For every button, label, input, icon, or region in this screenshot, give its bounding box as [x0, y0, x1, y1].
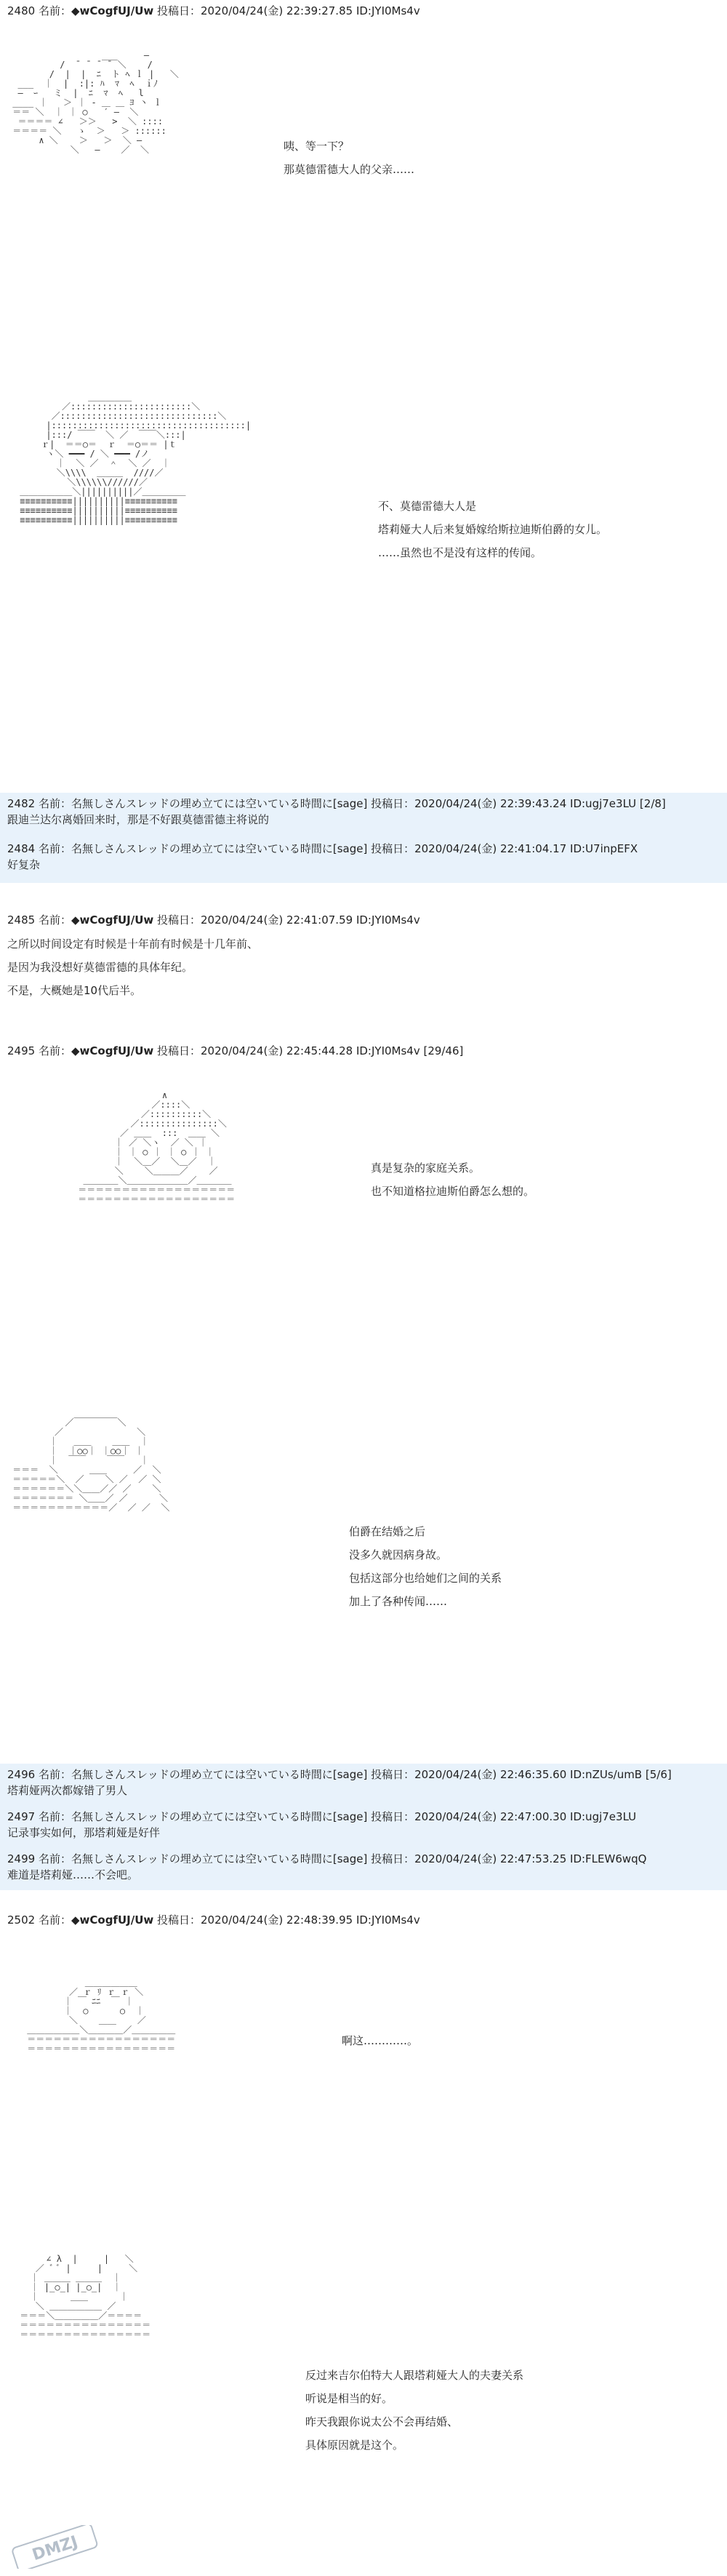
speech-line: 咦、等一下？ [284, 140, 350, 153]
poster-name[interactable]: 名無しさんスレッドの埋め立てには空いている時間に[sage] [71, 1768, 368, 1781]
poster-id[interactable]: ID:nZUs/umB [5/6] [570, 1768, 672, 1781]
speech-line: 加上了各种传闻…… [349, 1595, 448, 1608]
speech-line: 啊这…………。 [342, 2034, 419, 2047]
name-label: 名前： [38, 842, 71, 855]
post-2482 [0, 793, 727, 838]
post-number: 2484 [7, 842, 36, 855]
post-header [7, 1767, 720, 1783]
post-body-line: 之所以时间设定有时候是十年前有时候是十几年前、 [7, 937, 259, 951]
poster-id[interactable]: ID:FLEW6wqQ [570, 1852, 647, 1865]
post-body: 难道是塔莉娅……不会吧。 [7, 1868, 139, 1881]
post-header [7, 1043, 720, 1059]
speech-line: 塔莉娅大人后来复婚嫁给斯拉迪斯伯爵的女儿。 [378, 523, 608, 536]
post-number: 2502 [7, 1913, 36, 1927]
name-label: 名前： [38, 1044, 71, 1057]
poster-name[interactable]: ◆wCogfUJ/Uw [71, 913, 154, 927]
dmzj-logo-icon [7, 2525, 102, 2569]
name-label: 名前： [38, 1852, 71, 1865]
poster-id[interactable]: ID:JYI0Ms4v [356, 1913, 420, 1927]
post-body: 好复杂 [7, 858, 41, 871]
post-number: 2485 [7, 913, 36, 927]
speech-line: 具体原因就是这个。 [305, 2439, 404, 2452]
speech-line: 反过来吉尔伯特大人跟塔莉娅大人的夫妻关系 [305, 2369, 524, 2382]
post-header [7, 3, 720, 19]
speech-line: 听说是相当的好。 [305, 2392, 393, 2405]
post-header [7, 1912, 720, 1928]
post-header [7, 841, 720, 857]
post-header [7, 912, 720, 928]
ascii-art-3: ∧ ／::::＼ ／::::::::::＼ ／:::::::::::::::＼ ／ ＿＿ ::: ＿＿ ＼ ｜ ／ ＼ヽ ／ ＼ ｜ ｜ ｜ ○ ｜ ｜ ○ ｜ ｜ ｜ ＼＿／ ＼＿／ ｜ ＼ ＼＿＿＿／ ／ ＿＿＿＿＼＿＿＿＿＿＿＿／＿＿＿＿ ＝＝＝＝＝＝＝＝＝＝＝＝＝＝＝＝＝＝ ＝＝＝＝＝＝＝＝＝＝＝＝＝＝＝＝＝＝ [78, 1090, 236, 1204]
post-date: 投稿日：2020/04/24(金) 22:39:43.24 [371, 797, 567, 810]
post-date: 投稿日：2020/04/24(金) 22:47:53.25 [371, 1852, 567, 1865]
speech-line: 不、莫德雷德大人是 [378, 500, 477, 513]
speech-line: 真是复杂的家庭关系。 [371, 1161, 481, 1175]
name-label: 名前： [38, 913, 71, 927]
ascii-art-4: ／￣￣￣￣￣＼ ／ ＼ ｜ ＿＿ ＿＿ ｜ ｜ ｜○○｜ ｜○○｜ ｜ ｜ ￣￣ ￣￣ ｜ ＝＝＝ ＼ ＿＿ ／ ＼ ＝＝＝＝＝＼ ／ ＼ ／ ／ ＼ ＝＝＝＝＝＝＼＼＿＿／／ ／ ＼ ＝＝＝＝＝＝＝ ＼＿＿／ ／ ＼ ＝＝＝＝＝＝＝＝＝＝＝／ ／ ／ ＼ [12, 1417, 170, 1513]
poster-name[interactable]: 名無しさんスレッドの埋め立てには空いている時間に[sage] [71, 842, 368, 855]
name-label: 名前： [38, 797, 71, 810]
poster-id[interactable]: ID:ugj7e3LU [570, 1810, 637, 1823]
post-body-line: 是因为我没想好莫德雷德的具体年纪。 [7, 961, 193, 974]
speech-line: ……虽然也不是没有这样的传闻。 [378, 546, 542, 559]
post-2480 [0, 0, 727, 22]
watermark-logo [7, 2525, 102, 2569]
name-label: 名前： [38, 4, 71, 17]
post-number: 2495 [7, 1044, 36, 1057]
poster-name[interactable]: ◆wCogfUJ/Uw [71, 1044, 154, 1057]
post-2484 [0, 838, 727, 883]
poster-id[interactable]: ID:JYI0Ms4v [356, 913, 420, 927]
watermark-text: DMZJ [30, 2532, 81, 2565]
poster-name[interactable]: 名無しさんスレッドの埋め立てには空いている時間に[sage] [71, 797, 368, 810]
post-date: 投稿日：2020/04/24(金) 22:47:00.30 [371, 1810, 567, 1823]
poster-id[interactable]: ID:ugj7e3LU [2/8] [570, 797, 666, 810]
post-header [7, 796, 720, 812]
post-number: 2499 [7, 1852, 36, 1865]
post-body: 跟迪兰达尔离婚回来时，那是不好跟莫德雷德主将说的 [7, 813, 270, 826]
name-label: 名前： [38, 1768, 71, 1781]
speech-line: 没多久就因病身故。 [349, 1548, 448, 1561]
poster-name[interactable]: ◆wCogfUJ/Uw [71, 1913, 154, 1927]
post-2485 [0, 909, 727, 1005]
speech-text [284, 135, 414, 181]
ascii-art-1: ___ ― / ̄ ̄ ̄ ̄ ＼ / / | | ﾆ ト ﾍ ｌ | ＼ ___ ｜ | :|: ﾊ ﾏ ﾍ ｉﾉ ― ｰ ミ | ﾆ ﾏ ﾍ l ____ ｜ ＞ ｜ ‐ ＿ ＿ ﾖ 丶 ｌ ＝＝ ＼ ｜ ｜ ○ ′ ― ＼ ＝＝＝＝ ∠ ＞＞ > ＼ :::: ＝＝＝＝ ＼ ゝ ＞ ＞ :::::: ∧ ＼ ＞ ＞ ＼ ― ＼ ― ／ ＼ [12, 50, 179, 155]
post-date: 投稿日：2020/04/24(金) 22:39:27.85 [157, 4, 353, 17]
post-number: 2497 [7, 1810, 36, 1823]
post-date: 投稿日：2020/04/24(金) 22:45:44.28 [157, 1044, 353, 1057]
post-header [7, 1851, 720, 1867]
post-2497 [0, 1806, 727, 1848]
speech-text [378, 495, 607, 564]
post-number: 2496 [7, 1768, 36, 1781]
poster-id[interactable]: ID:JYI0Ms4v [356, 4, 420, 17]
post-body-line: 不是，大概她是10代后半。 [7, 984, 142, 997]
post-2499 [0, 1848, 727, 1890]
post-2496 [0, 1764, 727, 1806]
poster-id[interactable]: ID:U7inpEFX [570, 842, 638, 855]
post-date: 投稿日：2020/04/24(金) 22:48:39.95 [157, 1913, 353, 1927]
poster-name[interactable]: 名無しさんスレッドの埋め立てには空いている時間に[sage] [71, 1810, 368, 1823]
speech-line: 也不知道格拉迪斯伯爵怎么想的。 [371, 1185, 535, 1198]
post-date: 投稿日：2020/04/24(金) 22:41:04.17 [371, 842, 567, 855]
speech-line: 包括这部分也给她们之间的关系 [349, 1572, 502, 1585]
post-2495 [0, 1040, 727, 1062]
ascii-art-5: ＿＿＿＿＿＿ ／ ｒ ﾘ ｒ ｒ ＼ ｜ ￣ ﾆﾆ ￣ ｜ ｜ ○ ○ ｜ ＼ ＿＿ ／ ＿＿＿＿＿＿＼＿＿＿＿／＿＿＿＿＿ ＝＝＝＝＝＝＝＝＝＝＝＝＝＝＝＝＝ ＝＝＝＝＝＝＝＝＝＝＝＝＝＝＝＝＝ [27, 1977, 176, 2054]
speech-line: 那莫德雷德大人的父亲…… [284, 163, 415, 176]
speech-text [342, 2029, 418, 2052]
post-header [7, 1809, 720, 1825]
poster-name[interactable]: 名無しさんスレッドの埋め立てには空いている時間に[sage] [71, 1852, 368, 1865]
post-number: 2482 [7, 797, 36, 810]
speech-line: 伯爵在结婚之后 [349, 1525, 426, 1538]
speech-text [371, 1156, 534, 1203]
post-number: 2480 [7, 4, 36, 17]
post-body: 塔莉娅两次都嫁错了男人 [7, 1784, 128, 1797]
poster-id[interactable]: ID:JYI0Ms4v [29/46] [356, 1044, 464, 1057]
ascii-art-6: ∠ λ | | ＼ ／ ﾞ ﾞ | | ＼ ｜ ＿＿＿ ＿＿＿ ｜ ｜ |_○_| |_○_| ｜ ｜ ＿＿ ｜ ＼ ＿＿＿＿＿＿ ／ ＝＝＝＼＿＿＿＿＿／＝＝＝＝ ＝＝＝＝＝＝＝＝＝＝＝＝＝＝＝ ＝＝＝＝＝＝＝＝＝＝＝＝＝＝＝ [20, 2254, 151, 2340]
ascii-art-2: ＿＿＿＿＿ ／:::::::::::::::::::::::＼ ／::::::::::::::::::::::::::::::＼ |:::::::::::::::::::::::::::::::::::::| |:::/ ￣￣ ＼ ／ ￣￣＼:::| ｒ| ＝＝○＝ ｒ ＝○＝＝ |ｔ ヽ＼ ━━━ / ＼ ━━━ /ノ ｜ ＼ ／ ＾ ＼ ／ ｜ ＼\\\\ ＿＿＿ ////／ ＼\\\\\\//////／ ＿＿＿＿＿＿＼||||||||||／＿＿＿＿＿ ≡≡≡≡≡≡≡≡≡≡||||||||||≡≡≡≡≡≡≡≡≡≡ ≡≡≡≡≡≡≡≡≡≡||||||||||≡≡≡≡≡≡≡≡≡≡ ≡≡≡≡≡≡≡≡≡≡||||||||||≡≡≡≡≡≡≡≡≡≡ [20, 392, 252, 525]
name-label: 名前： [38, 1913, 71, 1927]
speech-text [305, 2364, 523, 2457]
post-2502 [0, 1909, 727, 1931]
poster-name[interactable]: ◆wCogfUJ/Uw [71, 4, 154, 17]
post-date: 投稿日：2020/04/24(金) 22:46:35.60 [371, 1768, 567, 1781]
speech-line: 昨天我跟你说太公不会再结婚、 [305, 2415, 459, 2428]
name-label: 名前： [38, 1810, 71, 1823]
post-date: 投稿日：2020/04/24(金) 22:41:07.59 [157, 913, 353, 927]
speech-text [349, 1520, 502, 1613]
post-body: 记录事实如何，那塔莉娅是好伴 [7, 1826, 161, 1839]
